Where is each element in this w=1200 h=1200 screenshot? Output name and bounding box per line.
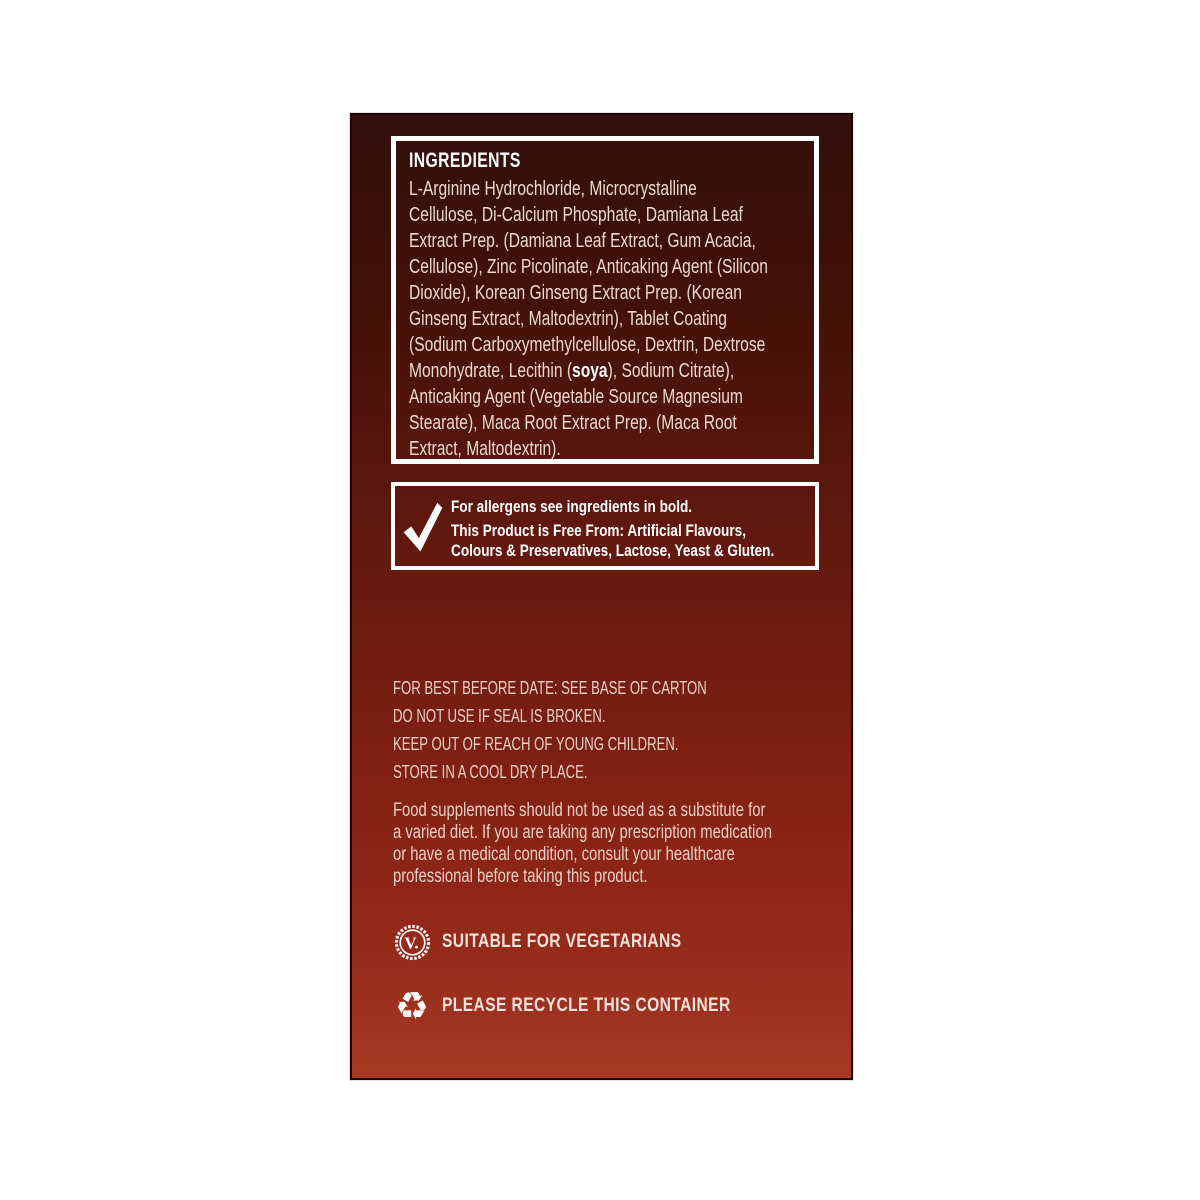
text-line: Monohydrate, Lecithin (soya), Sodium Citrate),: [409, 360, 735, 382]
text-line: FOR BEST BEFORE DATE: SEE BASE OF CARTON: [393, 678, 707, 698]
text-line: Ginseng Extract, Maltodextrin), Tablet Coating: [409, 308, 727, 330]
allergen-text: [451, 486, 855, 561]
allergen-box: [391, 482, 819, 570]
ingredients-text: [409, 176, 814, 462]
text-line: STORE IN A COOL DRY PLACE.: [393, 762, 588, 782]
text-line: (Sodium Carboxymethylcellulose, Dextrin, Dextrose: [409, 334, 766, 356]
text-line: Extract Prep. (Damiana Leaf Extract, Gum Acacia,: [409, 230, 756, 252]
recycle-icon: ♻: [394, 984, 430, 1028]
text-line: or have a medical condition, consult your healthcare: [393, 844, 735, 865]
checkmark-icon: [395, 486, 451, 558]
text-line: Colours & Preservatives, Lactose, Yeast & Gluten.: [451, 541, 775, 560]
text-line: professional before taking this product.: [393, 866, 648, 887]
vegetarian-icon: [393, 923, 431, 961]
vegetarian-letter: V.: [404, 932, 419, 952]
storage-instructions: [393, 674, 823, 786]
text-line: a varied diet. If you are taking any prescription medication: [393, 822, 772, 843]
vegetarian-badge: [393, 923, 734, 961]
text-line: L-Arginine Hydrochloride, Microcrystalline: [409, 178, 697, 200]
text-line: Extract, Maltodextrin).: [409, 438, 561, 460]
ingredients-box: [391, 136, 819, 464]
vegetarian-badge-label: SUITABLE FOR VEGETARIANS: [442, 931, 682, 952]
text-line: This Product is Free From: Artificial Flavours,: [451, 521, 746, 540]
text-line: Anticaking Agent (Vegetable Source Magnesium: [409, 386, 743, 408]
text-line: Dioxide), Korean Ginseng Extract Prep. (Korean: [409, 282, 742, 304]
text-line: Cellulose), Zinc Picolinate, Anticaking Agent (Silicon: [409, 256, 768, 278]
text-line: Food supplements should not be used as a substitute for: [393, 800, 766, 821]
recycle-badge: [393, 984, 794, 1028]
advisory-text: [393, 800, 879, 888]
text-line: Cellulose, Di-Calcium Phosphate, Damiana Leaf: [409, 204, 743, 226]
product-label-panel: [350, 113, 853, 1080]
text-line: KEEP OUT OF REACH OF YOUNG CHILDREN.: [393, 734, 679, 754]
recycle-badge-label: PLEASE RECYCLE THIS CONTAINER: [442, 995, 731, 1016]
ingredients-title: INGREDIENTS: [409, 149, 521, 172]
text-line: For allergens see ingredients in bold.: [451, 497, 693, 516]
text-line: Stearate), Maca Root Extract Prep. (Maca Root: [409, 412, 737, 434]
text-line: DO NOT USE IF SEAL IS BROKEN.: [393, 706, 606, 726]
